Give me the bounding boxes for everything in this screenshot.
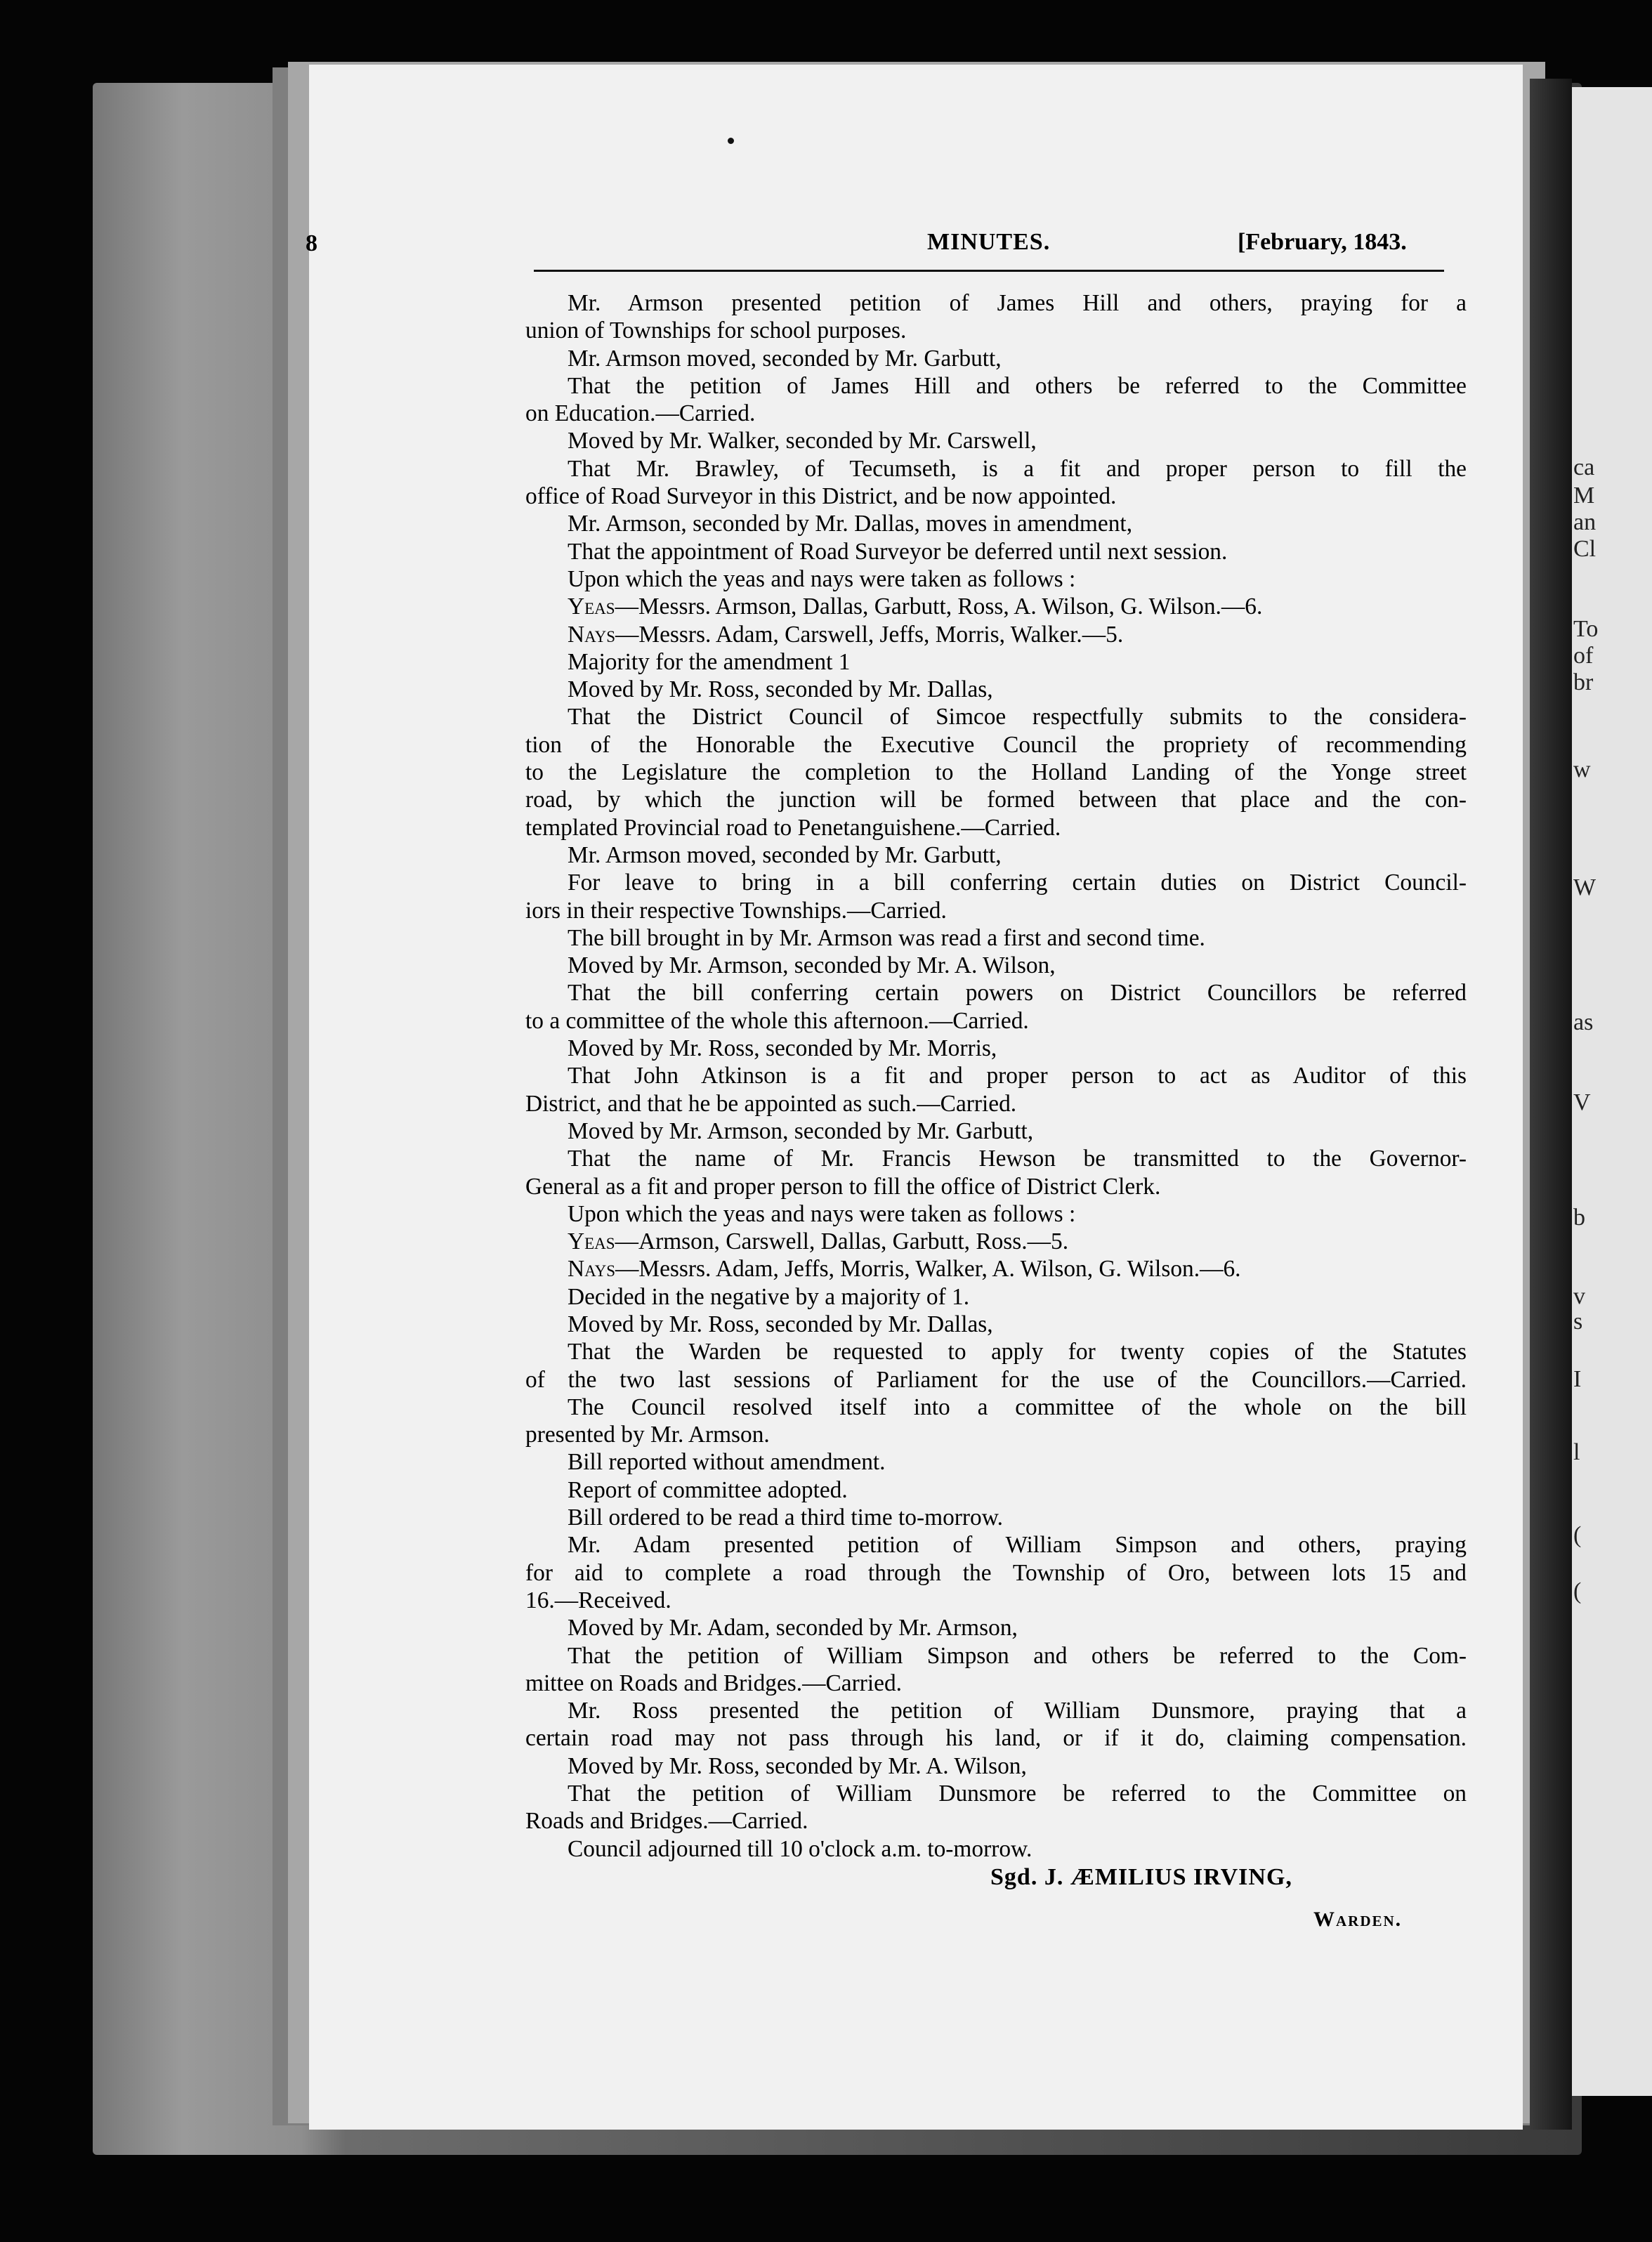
text-line: Moved by Mr. Ross, seconded by Mr. Dallas, (568, 676, 993, 703)
facing-page-fragment: br (1573, 669, 1594, 695)
facing-page-fragment: To (1573, 616, 1599, 642)
text-line: That the petition of William Dunsmore be referred to the Committee on (568, 1781, 1467, 1807)
text-line: mittee on Roads and Bridges.—Carried. (525, 1670, 902, 1696)
facing-page-fragment: W (1573, 874, 1597, 900)
text-line: tion of the Honorable the Executive Council the propriety of recommending (525, 731, 1467, 758)
facing-page-fragment: V (1573, 1089, 1591, 1115)
facing-page-fragment: b (1573, 1205, 1585, 1231)
text-line: Mr. Armson moved, seconded by Mr. Garbutt, (568, 345, 1002, 372)
text-line: Yeas—Armson, Carswell, Dallas, Garbutt, Ross.—5. (568, 1228, 1069, 1255)
text-line: That John Atkinson is a fit and proper person to act as Auditor of this (568, 1063, 1467, 1089)
facing-page-fragment: I (1573, 1366, 1582, 1392)
text-line: Upon which the yeas and nays were taken as follows : (568, 1200, 1076, 1227)
page-number: 8 (306, 230, 317, 256)
text-line: The bill brought in by Mr. Armson was read a first and second time. (568, 924, 1205, 951)
text-line: Nays—Messrs. Adam, Jeffs, Morris, Walker, A. Wilson, G. Wilson.—6. (568, 1256, 1241, 1283)
text-line: Moved by Mr. Ross, seconded by Mr. A. Wilson, (568, 1752, 1027, 1779)
facing-page-fragment: ( (1573, 1522, 1582, 1548)
minutes-body (525, 289, 1467, 1863)
facing-page-strip (1572, 87, 1652, 2096)
signature-name: Sgd. J. ÆMILIUS IRVING, (990, 1864, 1292, 1890)
text-line: Report of committee adopted. (568, 1476, 848, 1503)
text-line: District, and that he be appointed as such.—Carried. (525, 1090, 1017, 1117)
text-line: Nays—Messrs. Adam, Carswell, Jeffs, Morris, Walker.—5. (568, 621, 1124, 648)
facing-page-fragment: ca (1573, 454, 1595, 480)
text-line: That the petition of James Hill and others be referred to the Committee (568, 372, 1467, 399)
text-line: on Education.—Carried. (525, 400, 756, 427)
facing-page-fragment: l (1573, 1439, 1580, 1465)
text-line: That the bill conferring certain powers on District Councillors be referred (568, 980, 1467, 1007)
text-line: presented by Mr. Armson. (525, 1422, 770, 1448)
text-line: certain road may not pass through his land, or if it do, claiming compensation. (525, 1725, 1467, 1752)
text-line: Mr. Armson, seconded by Mr. Dallas, moves in amendment, (568, 511, 1133, 537)
text-line: 16.—Received. (525, 1587, 671, 1613)
text-line: office of Road Surveyor in this District, and be now appointed. (525, 483, 1117, 510)
text-line: That the District Council of Simcoe respectfully submits to the considera- (568, 704, 1467, 730)
text-line: That the appointment of Road Surveyor be deferred until next session. (568, 538, 1228, 565)
text-line: That the petition of William Simpson and others be referred to the Com- (568, 1642, 1467, 1669)
facing-page-fragment: M (1573, 483, 1595, 509)
facing-page-fragment: v (1573, 1283, 1585, 1309)
text-line: That the name of Mr. Francis Hewson be transmitted to the Governor- (568, 1146, 1467, 1172)
text-line: Mr. Ross presented the petition of William Dunsmore, praying that a (568, 1698, 1467, 1724)
text-line: Majority for the amendment 1 (568, 648, 851, 675)
facing-page-fragment: w (1573, 756, 1591, 782)
text-line: The Council resolved itself into a committee of the whole on the bill (568, 1394, 1467, 1420)
facing-page-fragment: an (1573, 509, 1597, 535)
text-line: General as a fit and proper person to fill the office of District Clerk. (525, 1173, 1161, 1200)
text-line: Decided in the negative by a majority of 1. (568, 1283, 970, 1310)
text-line: to a committee of the whole this afternoon.—Carried. (525, 1007, 1029, 1034)
text-line: road, by which the junction will be formed between that place and the con- (525, 787, 1467, 813)
text-line: Mr. Armson presented petition of James Hill and others, praying for a (568, 290, 1467, 316)
text-line: iors in their respective Townships.—Carried. (525, 897, 947, 924)
page-date: [February, 1843. (1238, 229, 1407, 255)
facing-page-fragment: s (1573, 1309, 1583, 1335)
text-line: Moved by Mr. Ross, seconded by Mr. Dallas, (568, 1311, 993, 1337)
text-line: Moved by Mr. Walker, seconded by Mr. Carswell, (568, 428, 1037, 454)
text-line: templated Provincial road to Penetanguishene.—Carried. (525, 814, 1061, 841)
text-line: Yeas—Messrs. Armson, Dallas, Garbutt, Ross, A. Wilson, G. Wilson.—6. (568, 594, 1263, 620)
text-line: Moved by Mr. Armson, seconded by Mr. Garbutt, (568, 1117, 1034, 1144)
text-line: Upon which the yeas and nays were taken as follows : (568, 565, 1076, 592)
gutter-shadow (1530, 79, 1572, 2130)
header-rule (534, 270, 1444, 272)
text-line: Council adjourned till 10 o'clock a.m. to-morrow. (568, 1835, 1032, 1862)
ink-speck (728, 138, 734, 144)
text-line: Roads and Bridges.—Carried. (525, 1808, 808, 1835)
text-line: Mr. Adam presented petition of William Simpson and others, praying (568, 1532, 1467, 1559)
text-line: That the Warden be requested to apply for twenty copies of the Statutes (568, 1339, 1467, 1365)
text-line: Bill reported without amendment. (568, 1449, 886, 1476)
facing-page-fragment: as (1573, 1009, 1594, 1035)
text-line: For leave to bring in a bill conferring certain duties on District Council- (568, 870, 1467, 896)
facing-page-fragment: ( (1573, 1578, 1582, 1604)
page-title: MINUTES. (927, 229, 1051, 255)
facing-page-fragment: of (1573, 643, 1594, 669)
text-line: Mr. Armson moved, seconded by Mr. Garbutt, (568, 841, 1002, 868)
text-line: That Mr. Brawley, of Tecumseth, is a fit and proper person to fill the (568, 455, 1467, 482)
text-line: Moved by Mr. Ross, seconded by Mr. Morris, (568, 1035, 997, 1062)
text-line: of the two last sessions of Parliament for the use of the Councillors.—Carried. (525, 1366, 1467, 1393)
text-line: Moved by Mr. Adam, seconded by Mr. Armson, (568, 1615, 1018, 1641)
text-line: for aid to complete a road through the Township of Oro, between lots 15 and (525, 1559, 1467, 1586)
facing-page-fragment: Cl (1573, 536, 1597, 562)
text-line: Moved by Mr. Armson, seconded by Mr. A. Wilson, (568, 952, 1056, 979)
text-line: union of Townships for school purposes. (525, 317, 907, 344)
text-line: to the Legislature the completion to the Holland Landing of the Yonge street (525, 759, 1467, 786)
signature-title: Warden. (1313, 1908, 1403, 1931)
text-line: Bill ordered to be read a third time to-morrow. (568, 1504, 1004, 1531)
